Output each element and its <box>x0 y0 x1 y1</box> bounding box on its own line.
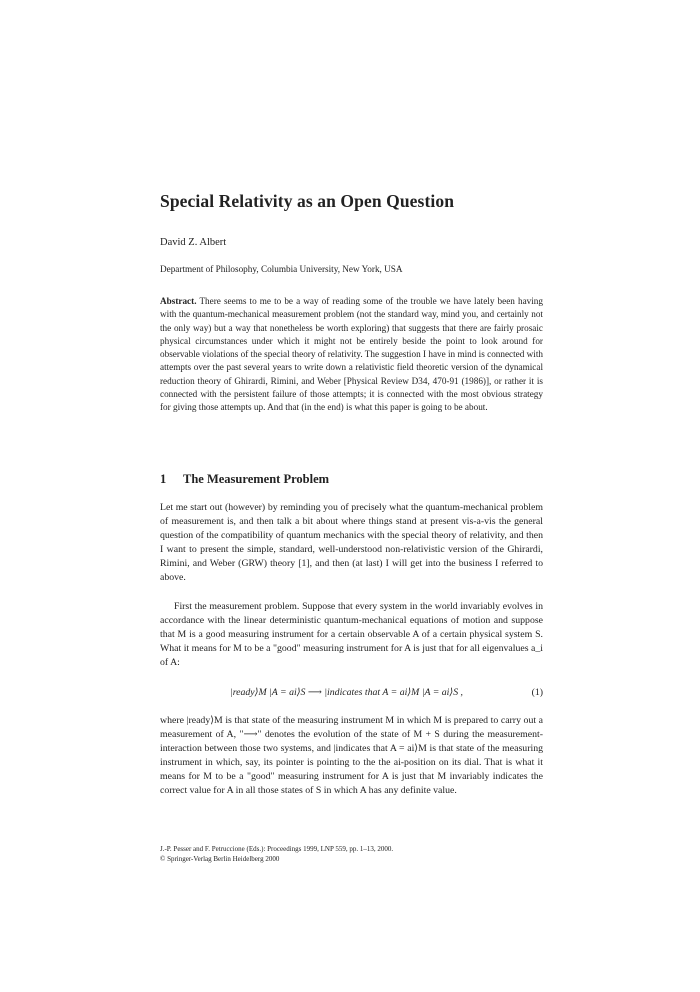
section-title: The Measurement Problem <box>183 472 330 486</box>
paper-title: Special Relativity as an Open Question <box>160 191 455 211</box>
footnote-copyright: © Springer-Verlag Berlin Heidelberg 2000 <box>160 854 280 863</box>
abstract <box>160 295 543 415</box>
equation-number: (1) <box>531 687 543 698</box>
footnote <box>160 845 543 864</box>
author-affiliation: Department of Philosophy, Columbia University, New York, USA <box>160 264 403 274</box>
section-heading <box>160 472 329 487</box>
body-paragraph-2: First the measurement problem. Suppose that every system in the world invariably evolves in accordance with the linear deterministic quantum-mechanical equations of motion and suppose that M is a good measuring instrument for a certain observable A of a certain physical system S. What it means for M to be a "good" measuring instrument for A is just that for all eigenvalues a_i of A: <box>160 601 543 669</box>
footnote-citation: J.-P. Pesser and F. Petruccione (Eds.): Proceedings 1999, LNP 559, pp. 1–13, 2000. <box>160 845 394 853</box>
section-number: 1 <box>160 472 167 486</box>
body-paragraph-1: Let me start out (however) by reminding you of precisely what the quantum-mechanical problem of measurement is, and then talk a bit about where things stand at present vis-a-vis the general question of the compatibility of quantum mechanics with the special theory of relativity, and then I want to present the simple, standard, well-understood non-relativistic version of the Ghirardi, Rimini, and Weber (GRW) theory [1], and then (at last) I will get into the business I referred to above. <box>160 502 543 584</box>
body-paragraph-3: where |ready⟩M is that state of the measuring instrument M in which M is prepared to carry out a measurement of A, "⟶" denotes the evolution of the state of M + S during the measurement-interaction between those two systems, and |indicates that A = ai⟩M is that state of the measuring instrument in which, say, its pointer is pointing to the the ai-position on its dial. That is what it means for M to be a "good" measuring instrument for A is just that M invariably indicates the correct value for A in all those states of S in which A has any definite value. <box>160 715 543 797</box>
equation-expression: |ready⟩M |A = ai⟩S ⟶ |indicates that A = ai⟩M |A = ai⟩S , <box>230 687 464 698</box>
author-name: David Z. Albert <box>160 237 227 248</box>
abstract-label: Abstract. <box>160 296 197 306</box>
abstract-text: There seems to me to be a way of reading some of the trouble we have lately been having with the quantum-mechanical measurement problem (not the standard way, mind you, and certainly not the only way) but a way that nonetheless be worth exploring) that suggests that there are fairly prosaic physical circumstances under which it might not be entirely beside the point to look around for observable violations of the special theory of relativity. The suggestion I have in mind is connected with attempts over the past several years to write down a relativistic field theoretic version of the dynamical reduction theory of Ghirardi, Rimini, and Weber [Physical Review D34, 470-91 (1986)], or rather it is connected with the persistent failure of those attempts; it is connected with the most obvious strategy for giving those attempts up. And that (in the end) is what this paper is going to be about. <box>160 296 543 413</box>
equation-1 <box>160 687 543 703</box>
